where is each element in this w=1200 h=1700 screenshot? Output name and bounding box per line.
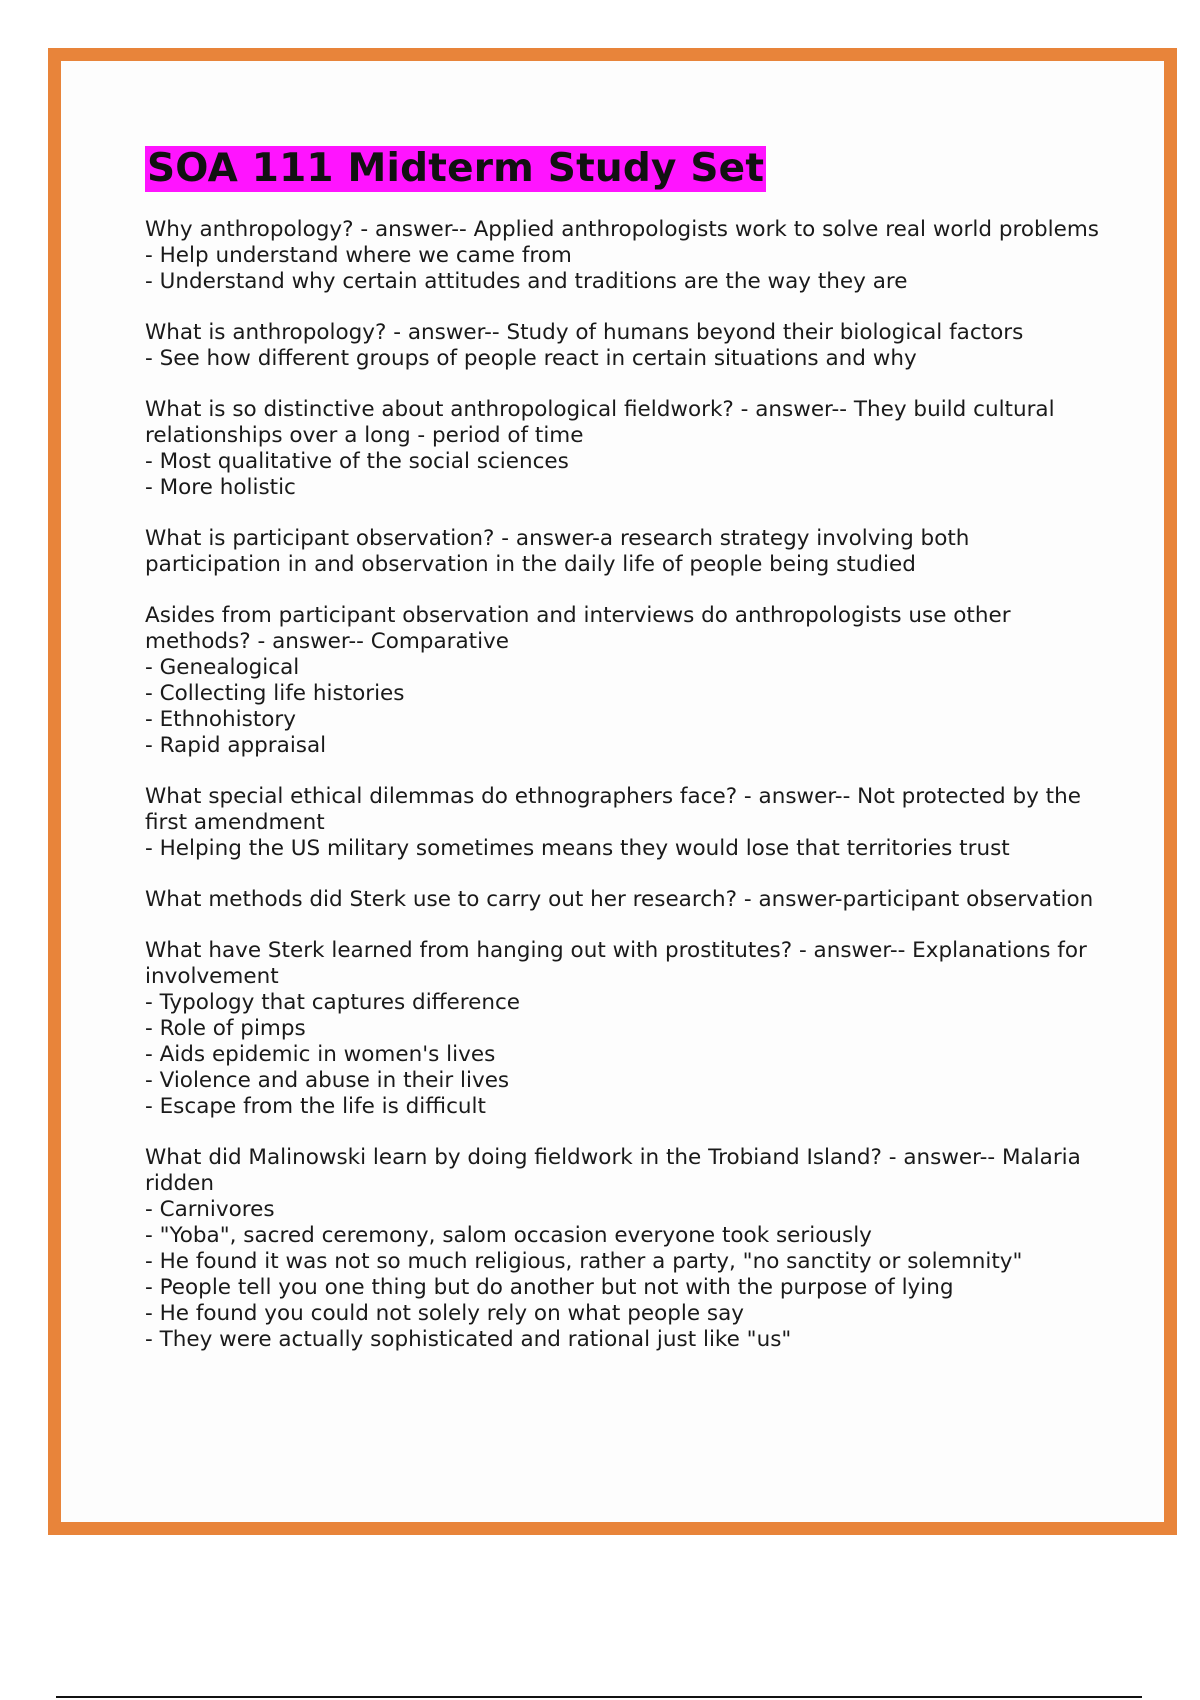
qa-point: - Role of pimps	[145, 1016, 306, 1041]
qa-point: - Violence and abuse in their lives	[145, 1068, 510, 1093]
qa-entry	[145, 1145, 1105, 1353]
qa-point: - More holistic	[145, 475, 296, 500]
qa-point: - See how different groups of people react in certain situations and why	[145, 346, 917, 371]
qa-entry	[145, 217, 1105, 295]
qa-point: - Genealogical	[145, 655, 300, 680]
qa-question: What is participant observation? - answer-a research strategy involving both participation in and observation in the daily life of people being studied	[145, 526, 970, 577]
qa-point: - He found it was not so much religious, rather a party, "no sanctity or solemnity"	[145, 1249, 1023, 1274]
qa-question: What did Malinowski learn by doing fieldwork in the Trobiand Island? - answer-- Malaria ridden	[145, 1145, 1081, 1196]
qa-point: - Aids epidemic in women's lives	[145, 1042, 496, 1067]
qa-entry	[145, 887, 1105, 913]
qa-point: - Escape from the life is difficult	[145, 1094, 486, 1119]
qa-point: - People tell you one thing but do another but not with the purpose of lying	[145, 1275, 954, 1300]
qa-point: - Rapid appraisal	[145, 733, 327, 758]
qa-entry	[145, 603, 1105, 759]
qa-entry	[145, 938, 1105, 1120]
qa-entry	[145, 320, 1105, 372]
qa-point: - Collecting life histories	[145, 681, 405, 706]
qa-question: What is so distinctive about anthropological fieldwork? - answer-- They build cultural relationships over a long - period of time	[145, 397, 1055, 448]
qa-point: - Understand why certain attitudes and traditions are the way they are	[145, 269, 908, 294]
page-bottom-rule	[56, 1696, 1142, 1698]
qa-entry	[145, 526, 1105, 578]
qa-point: - Carnivores	[145, 1197, 275, 1222]
document-content	[145, 146, 1105, 1378]
qa-question: Asides from participant observation and interviews do anthropologists use other methods? - answer-- Comparative	[145, 603, 1011, 654]
qa-point: - Helping the US military sometimes means they would lose that territories trust	[145, 836, 1010, 861]
qa-point: - Ethnohistory	[145, 707, 296, 732]
qa-question: What is anthropology? - answer-- Study of humans beyond their biological factors	[145, 320, 1024, 345]
qa-point: - "Yoba", sacred ceremony, salom occasion everyone took seriously	[145, 1223, 872, 1248]
qa-question: Why anthropology? - answer-- Applied anthropologists work to solve real world problems	[145, 217, 1100, 242]
qa-entry	[145, 784, 1105, 862]
qa-list	[145, 217, 1105, 1353]
qa-point: - Typology that captures difference	[145, 990, 520, 1015]
qa-question: What methods did Sterk use to carry out her research? - answer-participant observation	[145, 887, 1094, 912]
document-title: SOA 111 Midterm Study Set	[147, 146, 765, 191]
qa-question: What have Sterk learned from hanging out with prostitutes? - answer-- Explanations for involvement	[145, 938, 1087, 989]
qa-point: - He found you could not solely rely on what people say	[145, 1301, 745, 1326]
qa-point: - They were actually sophisticated and rational just like "us"	[145, 1327, 792, 1352]
qa-point: - Most qualitative of the social sciences	[145, 449, 569, 474]
qa-question: What special ethical dilemmas do ethnographers face? - answer-- Not protected by the first amendment	[145, 784, 1081, 835]
qa-point: - Help understand where we came from	[145, 243, 572, 268]
qa-entry	[145, 397, 1105, 501]
